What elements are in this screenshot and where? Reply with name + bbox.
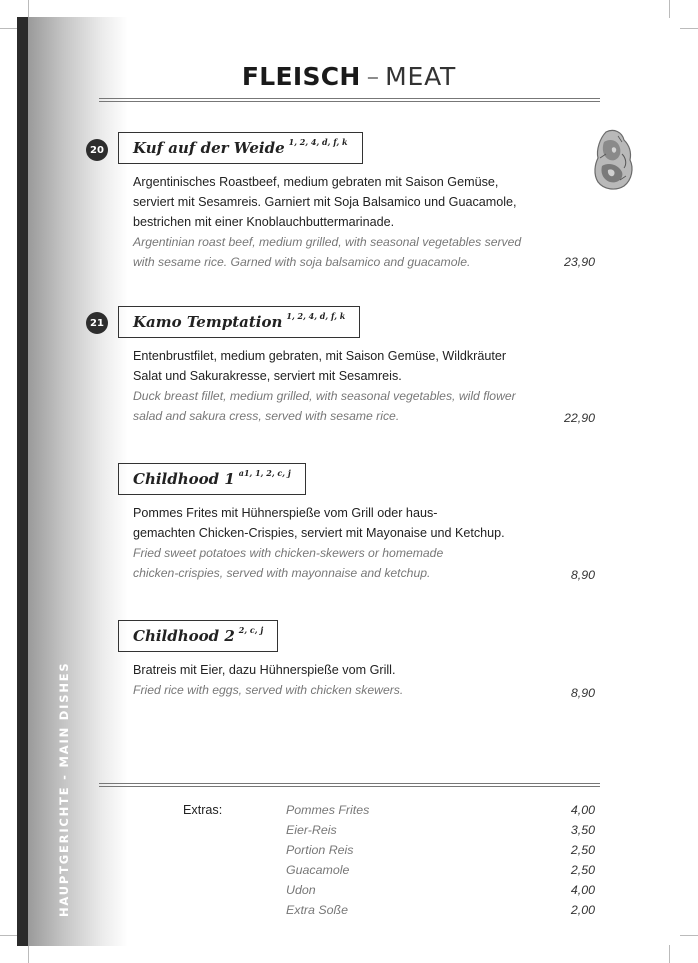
desc-en-line: Argentinian roast beef, medium grilled, with seasonal vegetables served <box>133 235 522 249</box>
desc-de-line: serviert mit Sesamreis. Garniert mit Soja Balsamico und Guacamole, <box>133 195 517 209</box>
extras-label: Extras: <box>183 803 223 817</box>
desc-de-line: bestrichen mit einer Knoblauchbuttermarinade. <box>133 215 395 229</box>
item-name: Childhood 2 <box>133 627 235 645</box>
extra-price: 2,50 <box>570 843 595 857</box>
crop-mark <box>680 28 698 29</box>
desc-en-line: Duck breast fillet, medium grilled, with seasonal vegetables, wild flower <box>133 389 516 403</box>
extras-row <box>286 863 595 883</box>
desc-en-line: chicken-crispies, served with mayonnaise and ketchup. <box>133 566 431 580</box>
crop-mark <box>669 945 670 963</box>
extra-name: Udon <box>286 883 316 897</box>
item-description <box>133 503 553 583</box>
desc-en-line: Fried sweet potatoes with chicken-skewers or homemade <box>133 546 444 560</box>
extra-price: 2,50 <box>570 863 595 877</box>
title-german: FLEISCH <box>241 62 361 91</box>
item-price: 23,90 <box>563 255 595 269</box>
crop-mark <box>28 0 29 18</box>
item-description <box>133 660 553 700</box>
extra-name: Extra Soße <box>286 903 348 917</box>
extras-divider <box>99 783 600 787</box>
side-gradient-band <box>28 17 128 946</box>
desc-en-line: with sesame rice. Garned with soja balsamico and guacamole. <box>133 255 471 269</box>
crop-mark <box>0 935 18 936</box>
extras-row <box>286 823 595 843</box>
desc-en-line: Fried rice with eggs, served with chicken skewers. <box>133 683 404 697</box>
title-english: MEAT <box>385 62 457 91</box>
item-description <box>133 346 553 426</box>
desc-de-line: Pommes Frites mit Hühnerspieße vom Grill oder haus- <box>133 506 438 520</box>
extra-name: Guacamole <box>286 863 350 877</box>
item-allergens: 1, 2, 4, d, f, k <box>288 137 348 147</box>
section-side-label: HAUPTGERICHTE - MAIN DISHES <box>57 661 71 917</box>
extras-row <box>286 843 595 863</box>
crop-mark <box>669 0 670 18</box>
item-price: 8,90 <box>570 686 595 700</box>
crop-mark <box>28 945 29 963</box>
desc-de-line: gemachten Chicken-Crispies, serviert mit Mayonaise und Ketchup. <box>133 526 505 540</box>
item-number-badge: 21 <box>86 312 108 334</box>
title-separator: – <box>366 62 380 91</box>
crop-mark <box>0 28 18 29</box>
item-price: 8,90 <box>570 568 595 582</box>
item-name: Kamo Temptation <box>133 313 283 331</box>
desc-de-line: Entenbrustfilet, medium gebraten, mit Saison Gemüse, Wildkräuter <box>133 349 507 363</box>
extra-name: Pommes Frites <box>286 803 370 817</box>
desc-en-line: salad and sakura cress, served with sesame rice. <box>133 409 400 423</box>
top-divider <box>99 98 600 102</box>
desc-de-line: Bratreis mit Eier, dazu Hühnerspieße vom Grill. <box>133 663 396 677</box>
item-price: 22,90 <box>563 411 595 425</box>
side-strip <box>17 17 28 946</box>
item-name-box <box>118 620 278 652</box>
extra-price: 4,00 <box>570 883 595 897</box>
extras-row <box>286 883 595 903</box>
page-title <box>0 62 698 91</box>
extras-row <box>286 903 595 923</box>
item-name-box <box>118 306 360 338</box>
extra-name: Eier-Reis <box>286 823 337 837</box>
extras-row <box>286 803 595 823</box>
item-allergens: 2, c, j <box>238 625 264 635</box>
item-allergens: a1, 1, 2, c, j <box>238 468 291 478</box>
item-name: Childhood 1 <box>133 470 235 488</box>
desc-de-line: Salat und Sakurakresse, serviert mit Sesamreis. <box>133 369 402 383</box>
item-description <box>133 172 553 272</box>
item-allergens: 1, 2, 4, d, f, k <box>286 311 346 321</box>
item-name: Kuf auf der Weide <box>133 139 285 157</box>
crop-mark <box>680 935 698 936</box>
extra-price: 3,50 <box>570 823 595 837</box>
item-number-badge: 20 <box>86 139 108 161</box>
extra-price: 4,00 <box>570 803 595 817</box>
meat-illustration-icon <box>592 128 636 192</box>
extra-name: Portion Reis <box>286 843 354 857</box>
extra-price: 2,00 <box>570 903 595 917</box>
item-name-box <box>118 463 306 495</box>
desc-de-line: Argentinisches Roastbeef, medium gebraten mit Saison Gemüse, <box>133 175 499 189</box>
item-name-box <box>118 132 363 164</box>
